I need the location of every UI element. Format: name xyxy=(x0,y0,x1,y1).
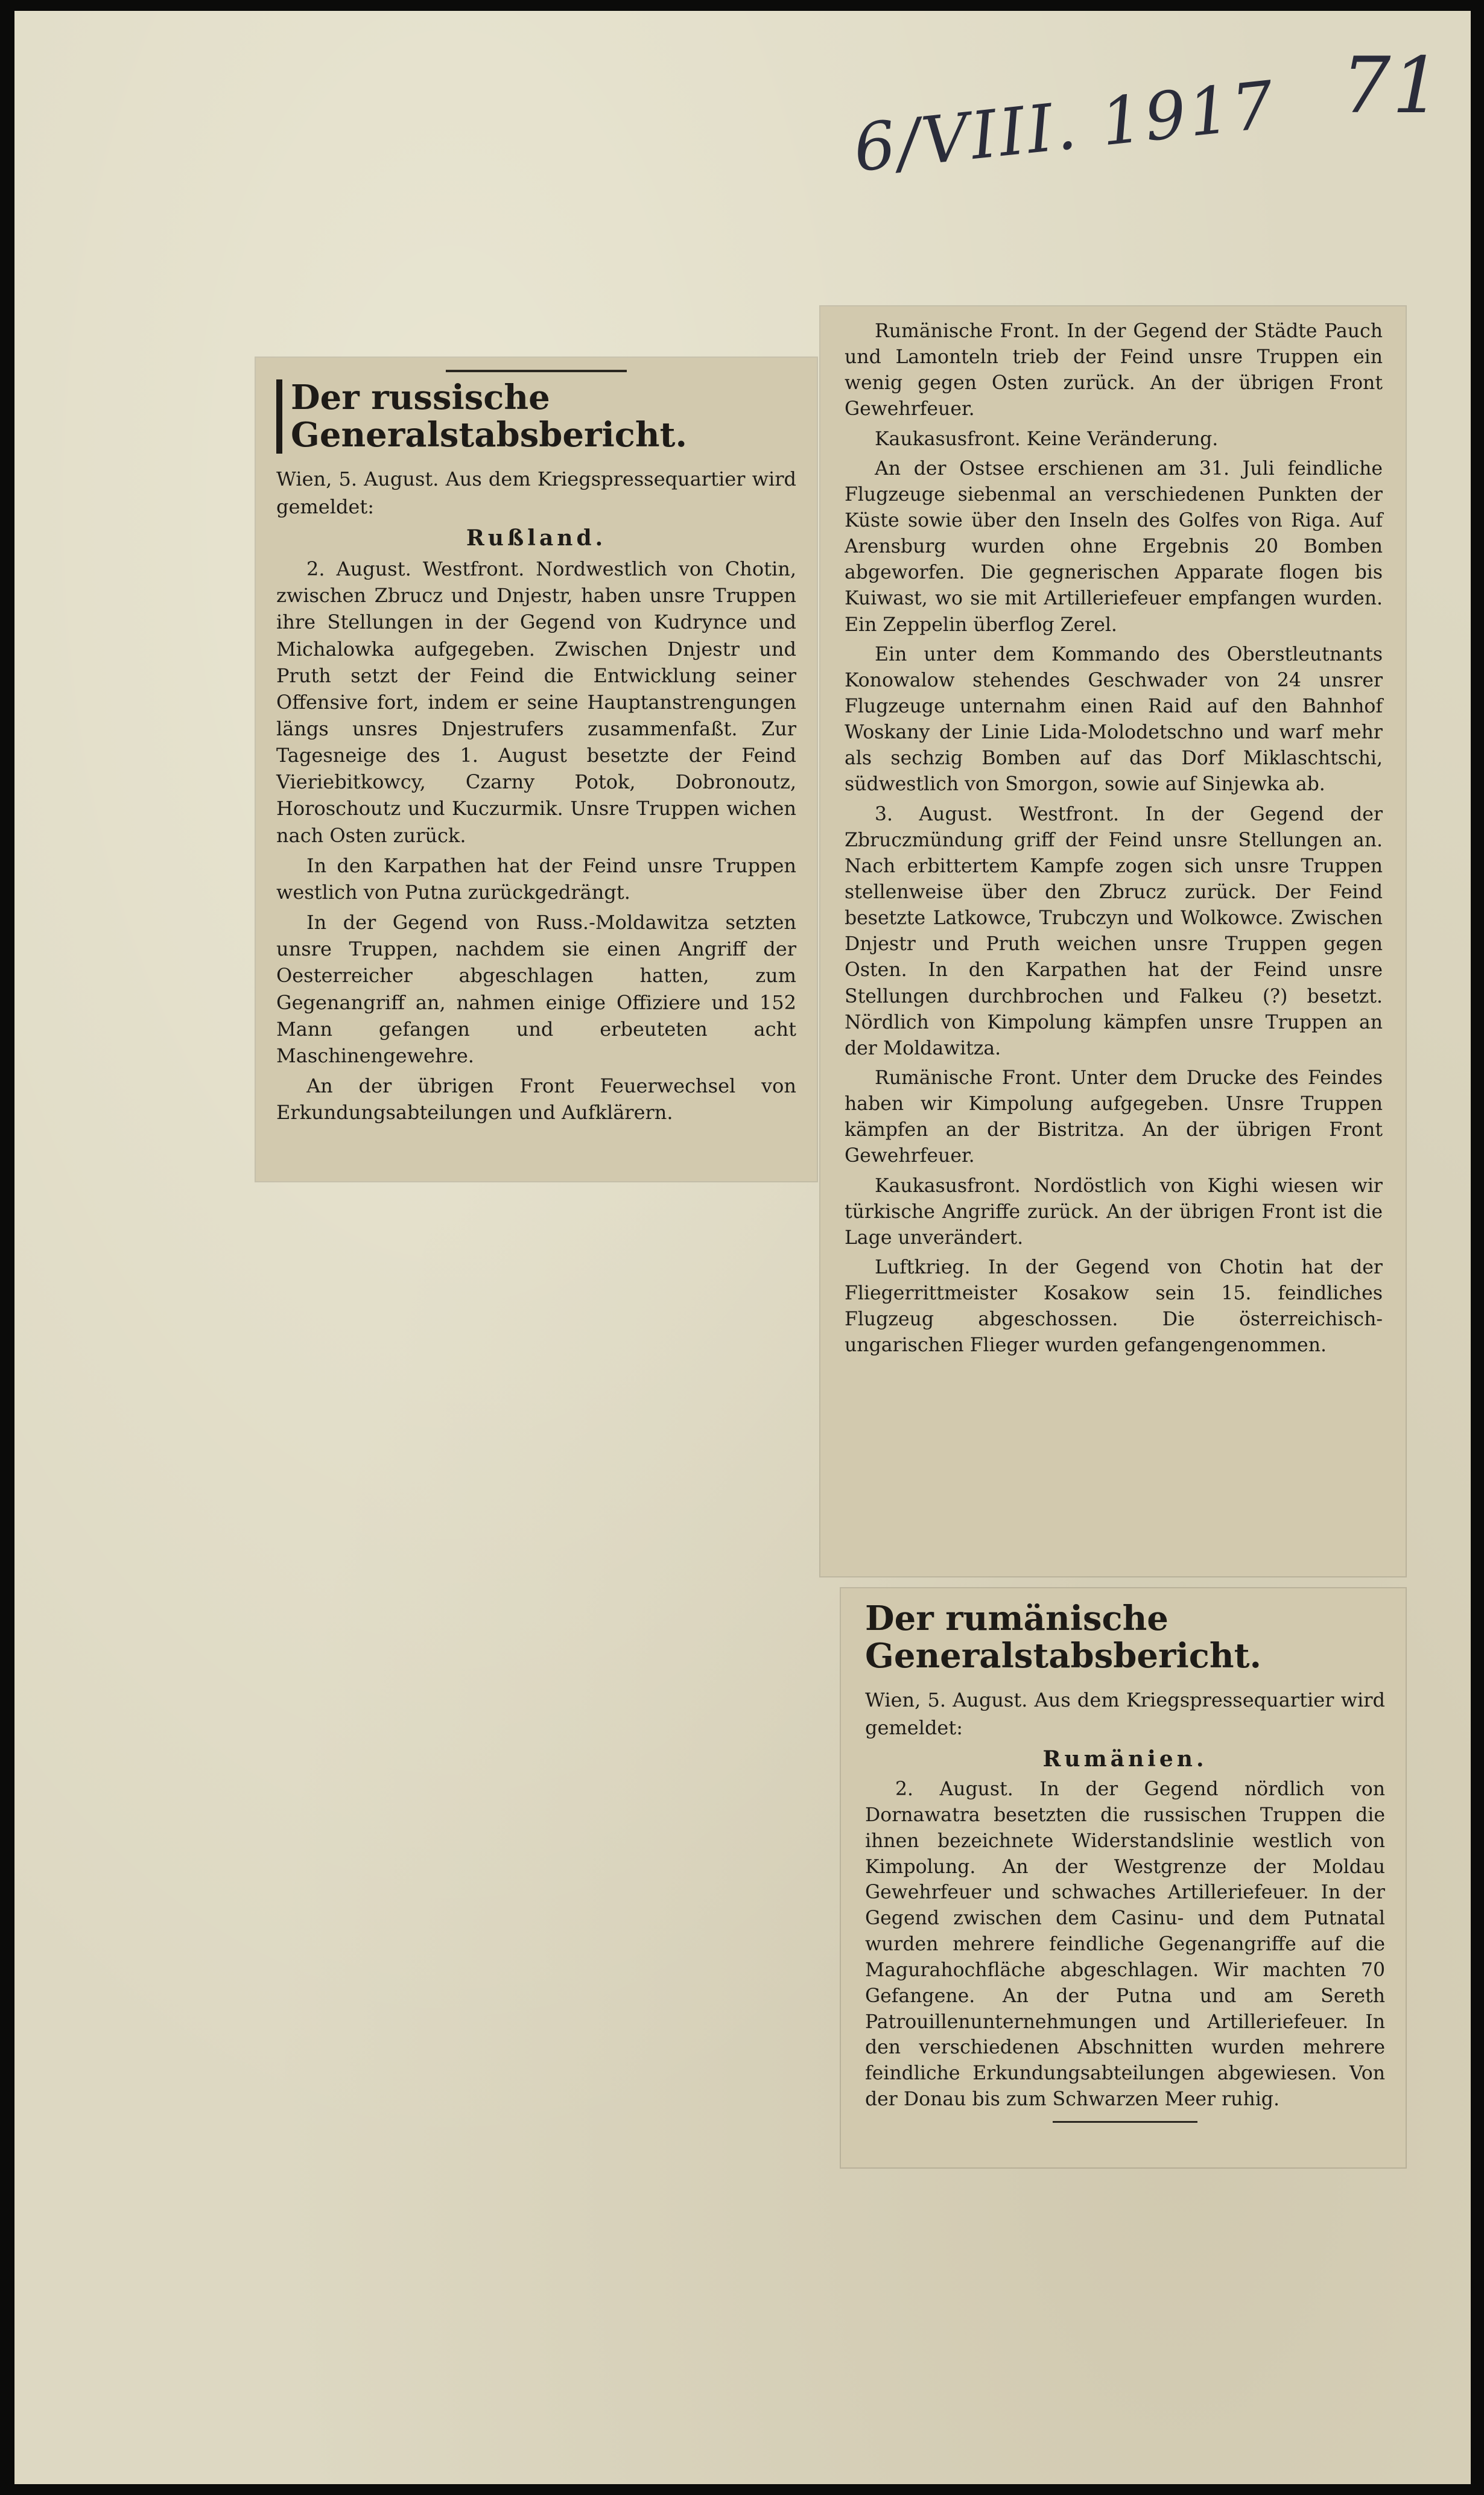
article-paragraph: In der Gegend von Russ.-Moldawitza setzten unsre Truppen, nachdem sie einen Angriff der Oesterreicher abgeschlagen hatten, zum Gegenangriff an, nahmen einige Offiziere und 152 Mann gefangen und erbeuteten acht Maschinengewehre. xyxy=(276,911,796,1067)
article-paragraph: An der übrigen Front Feuerwechsel von Erkundungsabteilungen und Aufklärern. xyxy=(276,1074,796,1124)
article-paragraph: Luftkrieg. In der Gegend von Chotin hat der Fliegerrittmeister Kosakow sein 15. feindliches Flugzeug abgeschossen. Die österreichisch-ungarischen Flieger wurden gefangengenommen. xyxy=(845,1256,1383,1357)
article-paragraph: An der Ostsee erschienen am 31. Juli feindliche Flugzeuge siebenmal an verschiedenen Punkten der Küste sowie über den Inseln des Golfes von Riga. Auf Arensburg wurden ohne Ergebnis 20 Bomben abgeworfen. Die gegnerischen Apparate flogen bis Kuiwast, wo sie mit Artilleriefeuer empfangen wurden. Ein Zeppelin überflog Zerel. xyxy=(845,457,1383,636)
clipping-russian-report-continued xyxy=(820,306,1406,1576)
article-paragraph: Rumänische Front. Unter dem Drucke des Feindes haben wir Kimpolung aufgegeben. Unsre Truppen kämpfen an der Bistritza. An der übrigen Front Gewehrfeuer. xyxy=(845,1067,1383,1167)
article-paragraph: Kaukasusfront. Nordöstlich von Kighi wiesen wir türkische Angriffe zurück. An der übrigen Front ist die Lage unverändert. xyxy=(845,1175,1383,1249)
region-heading: Rumänien. xyxy=(1042,1746,1208,1772)
region-heading: Rußland. xyxy=(466,525,607,551)
clipping-romanian-report xyxy=(841,1588,1406,2167)
headline-russian-report: Der russische Generalstabsbericht. xyxy=(276,379,796,454)
handwritten-page-number: 71 xyxy=(1342,41,1442,131)
archive-sheet xyxy=(14,11,1471,2484)
end-rule xyxy=(1053,2121,1197,2123)
handwritten-date: 6/VIII. 1917 xyxy=(850,67,1280,187)
top-rule xyxy=(446,370,627,372)
article-paragraph: Kaukasusfront. Keine Veränderung. xyxy=(875,428,1219,450)
article-paragraph: 2. August. Westfront. Nordwestlich von Chotin, zwischen Zbrucz und Dnjestr, haben unsre Truppen ihre Stellungen in der Gegend von Kudrynce und Michalowka aufgegeben. Zwischen Dnjestr und Pruth setzt der Feind die Entwicklung seiner Offensive fort, indem er seine Hauptanstrengungen längs unsres Dnjestrufers zusammenfaßt. Zur Tagesneige des 1. August besetzte der Feind Vieriebitkowcy, Czarny Potok, Dobronoutz, Horoschoutz und Kuczurmik. Unsre Truppen wichen nach Osten zurück. xyxy=(276,557,796,847)
headline-romanian-report: Der rumänische Generalstabsbericht. xyxy=(865,1599,1261,1676)
article-paragraph: Rumänische Front. In der Gegend der Städte Pauch und Lamonteln trieb der Feind unsre Truppen ein wenig gegen Osten zurück. An der übrigen Front Gewehrfeuer. xyxy=(845,320,1383,420)
article-paragraph: In den Karpathen hat der Feind unsre Truppen westlich von Putna zurückgedrängt. xyxy=(276,854,796,904)
article-paragraph: Ein unter dem Kommando des Oberstleutnants Konowalow stehendes Geschwader von 24 unsrer Flugzeuge unternahm einen Raid auf den Bahnhof Woskany der Linie Lida-Molodetschno und warf mehr als sechzig Bomben auf das Dorf Miklaschtschi, südwestlich von Smorgon, sowie auf Sinjewka ab. xyxy=(845,643,1383,796)
article-paragraph: 3. August. Westfront. In der Gegend der Zbruczmündung griff der Feind unsre Stellungen an. Nach erbittertem Kampfe zogen sich unsre Truppen stellenweise über den Zbrucz zurück. Der Feind besetzte Latkowce, Trubczyn und Wolkowce. Zwischen Dnjestr und Pruth weichen unsre Truppen gegen Osten. In den Karpathen hat der Feind unsre Stellungen durchbrochen und Falkeu (?) besetzt. Nördlich von Kimpolung kämpfen unsre Truppen an der Moldawitza. xyxy=(845,803,1383,1059)
article-paragraph: 2. August. In der Gegend nördlich von Dornawatra besetzten die russischen Truppen die ihnen bezeichnete Widerstandslinie westlich von Kimpolung. An der Westgrenze der Moldau Gewehrfeuer und schwaches Artilleriefeuer. In der Gegend zwischen dem Casinu- und dem Putnatal wurden mehrere feindliche Gegenangriffe auf die Magurahochfläche abgeschlagen. Wir machten 70 Gefangene. An der Putna und am Sereth Patrouillenunternehmungen und Artilleriefeuer. In den verschiedenen Abschnitten wurden mehrere feindliche Erkundungsabteilungen abgewiesen. Von der Donau bis zum Schwarzen Meer ruhig. xyxy=(865,1778,1385,2110)
clipping-russian-report xyxy=(256,358,817,1181)
dateline: Wien, 5. August. Aus dem Kriegspressequartier wird gemeldet: xyxy=(865,1688,1385,1739)
dateline: Wien, 5. August. Aus dem Kriegspressequartier wird gemeldet: xyxy=(276,468,796,518)
